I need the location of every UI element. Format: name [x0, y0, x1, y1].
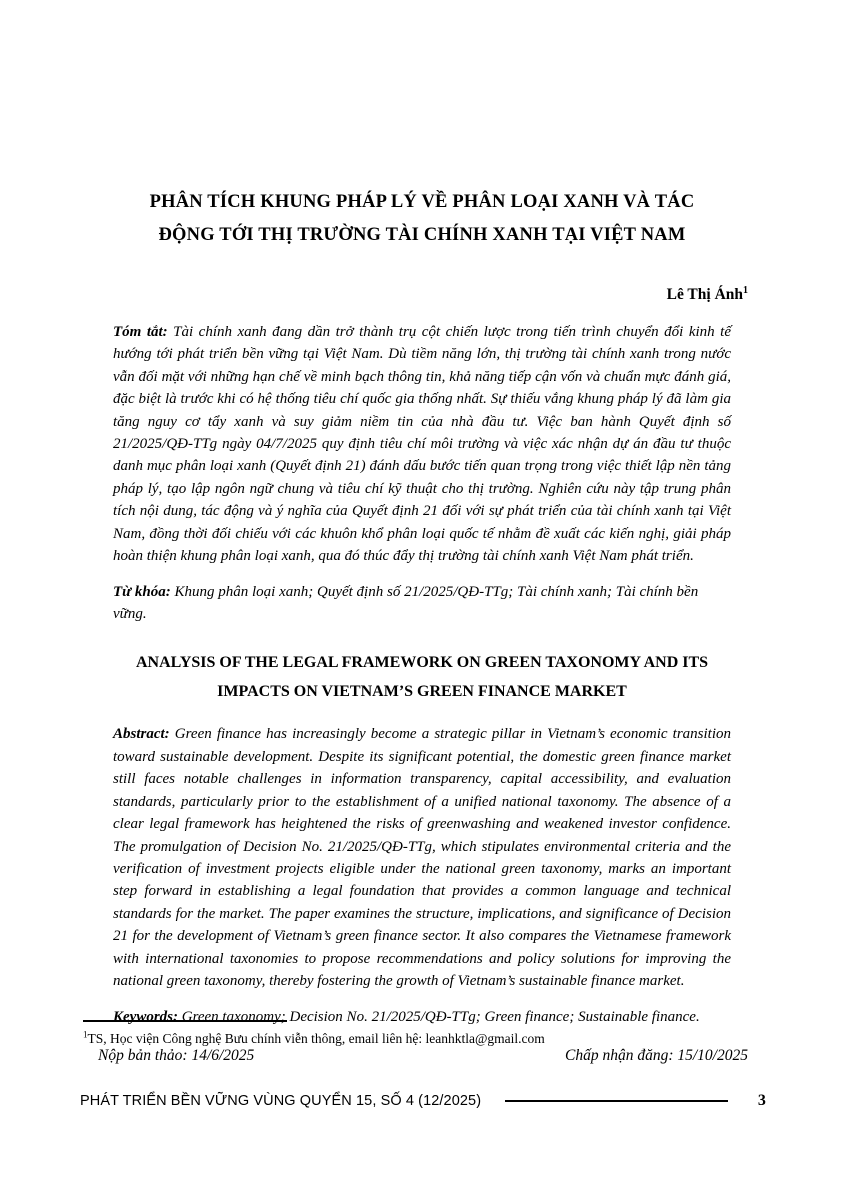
abstract-en-label: Abstract:: [113, 726, 170, 743]
keywords-en-label: Keywords:: [113, 1009, 178, 1026]
date-submitted-label: Nộp bản thảo:: [98, 1047, 188, 1065]
title-vi-line1: PHÂN TÍCH KHUNG PHÁP LÝ VỀ PHÂN LOẠI XANH VÀ TÁC: [149, 192, 695, 212]
keywords-vi-label: Từ khóa:: [113, 584, 171, 601]
date-accepted: [565, 1047, 748, 1065]
page-number: 3: [757, 1092, 766, 1109]
footer-rule: [505, 1100, 728, 1103]
title-en-line2: IMPACTS ON VIETNAM’S GREEN FINANCE MARKET: [217, 683, 627, 701]
date-accepted-label: Chấp nhận đăng:: [565, 1047, 674, 1065]
footnote-text: TS, Học viện Công nghệ Bưu chính viễn thông, email liên hệ: leanhktla@gmail.com: [87, 1031, 545, 1046]
article-title-english: [78, 648, 766, 706]
footnote-area: [83, 1020, 766, 1047]
footnote-separator-rule: [83, 1020, 287, 1022]
abstract-english: [113, 723, 731, 992]
submission-dates-row: [98, 1047, 748, 1065]
abstract-en-text: Green finance has increasingly become a strategic pillar in Vietnam’s economic transition toward sustainable development. Despite its significant potential, the domestic green finance market still faces notable challenges in information transparency, capital accessibility, and evaluation standards, particularly prior to the establishment of a unified national taxonomy. The absence of a clear legal framework has heightened the risks of greenwashing and weakened investor confidence. The promulgation of Decision No. 21/2025/QĐ-TTg, which stipulates environmental criteria and the verification of investment projects eligible under the national green taxonomy, marks an important step forward in establishing a legal foundation that provides a common language and technical standards for the market. The paper examines the structure, implications, and significance of Decision 21 for the development of Vietnam’s green finance sector. It also compares the Vietnamese framework with international taxonomies to propose recommendations and policy solutions for improving the national green taxonomy, thereby fostering the growth of Vietnam’s sustainable finance market.: [113, 726, 731, 989]
author-line: [78, 286, 748, 304]
article-content: [78, 0, 766, 1065]
abstract-vi-text: Tài chính xanh đang dần trở thành trụ cột chiến lược trong tiến trình chuyển đổi kinh tế hướng tới phát triển bền vững tại Việt Nam. Dù tiềm năng lớn, thị trường tài chính xanh trong nước vẫn đối mặt với những hạn chế về minh bạch thông tin, khả năng tiếp cận vốn và chuẩn mực đánh giá, đặc biệt là trước khi có hệ thống tiêu chí quốc gia thống nhất. Sự thiếu vắng khung pháp lý đã làm gia tăng nguy cơ tẩy xanh và suy giảm niềm tin của nhà đầu tư. Việc ban hành Quyết định số 21/2025/QĐ-TTg ngày 04/7/2025 quy định tiêu chí môi trường và việc xác nhận dự án đầu tư thuộc danh mục phân loại xanh (Quyết định 21) đánh dấu bước tiến quan trọng trong việc thiết lập nền tảng pháp lý, tạo lập ngôn ngữ chung và tiêu chí kỹ thuật cho thị trường. Nghiên cứu này tập trung phân tích nội dung, tác động và ý nghĩa của Quyết định 21 đối với sự phát triển của tài chính xanh tại Việt Nam, đồng thời đối chiếu với các khuôn khổ phân loại quốc tế nhằm đề xuất các kiến nghị, giải pháp hoàn thiện khung phân loại xanh, qua đó thúc đẩy thị trường tài chính xanh Việt Nam phát triển.: [113, 324, 731, 565]
date-accepted-value: 15/10/2025: [677, 1047, 748, 1065]
keywords-en-text: Green taxonomy; Decision No. 21/2025/QĐ-TTg; Green finance; Sustainable finance.: [181, 1009, 700, 1026]
keywords-vietnamese: [113, 581, 731, 625]
date-submitted: [98, 1047, 254, 1065]
author-footnote: [83, 1031, 766, 1047]
footnote-mark: 1: [83, 1029, 88, 1040]
title-vi-line2: ĐỘNG TỚI THỊ TRƯỜNG TÀI CHÍNH XANH TẠI VIỆT NAM: [158, 225, 686, 245]
page-footer: [80, 1092, 766, 1110]
title-en-line1: ANALYSIS OF THE LEGAL FRAMEWORK ON GREEN TAXONOMY AND ITS: [135, 654, 709, 672]
article-title-vietnamese: [78, 186, 766, 252]
author-footnote-mark: 1: [743, 284, 748, 296]
date-submitted-value: 14/6/2025: [191, 1047, 255, 1065]
abstract-vi-label: Tóm tắt:: [113, 324, 168, 340]
journal-title: PHÁT TRIỂN BỀN VỮNG VÙNG QUYỂN 15, SỐ 4 (12/2025): [80, 1093, 482, 1109]
abstract-vietnamese: [113, 321, 731, 567]
keywords-vi-text: Khung phân loại xanh; Quyết định số 21/2025/QĐ-TTg; Tài chính xanh; Tài chính bền vững.: [113, 584, 699, 623]
author-name: Lê Thị Ánh: [666, 286, 743, 303]
